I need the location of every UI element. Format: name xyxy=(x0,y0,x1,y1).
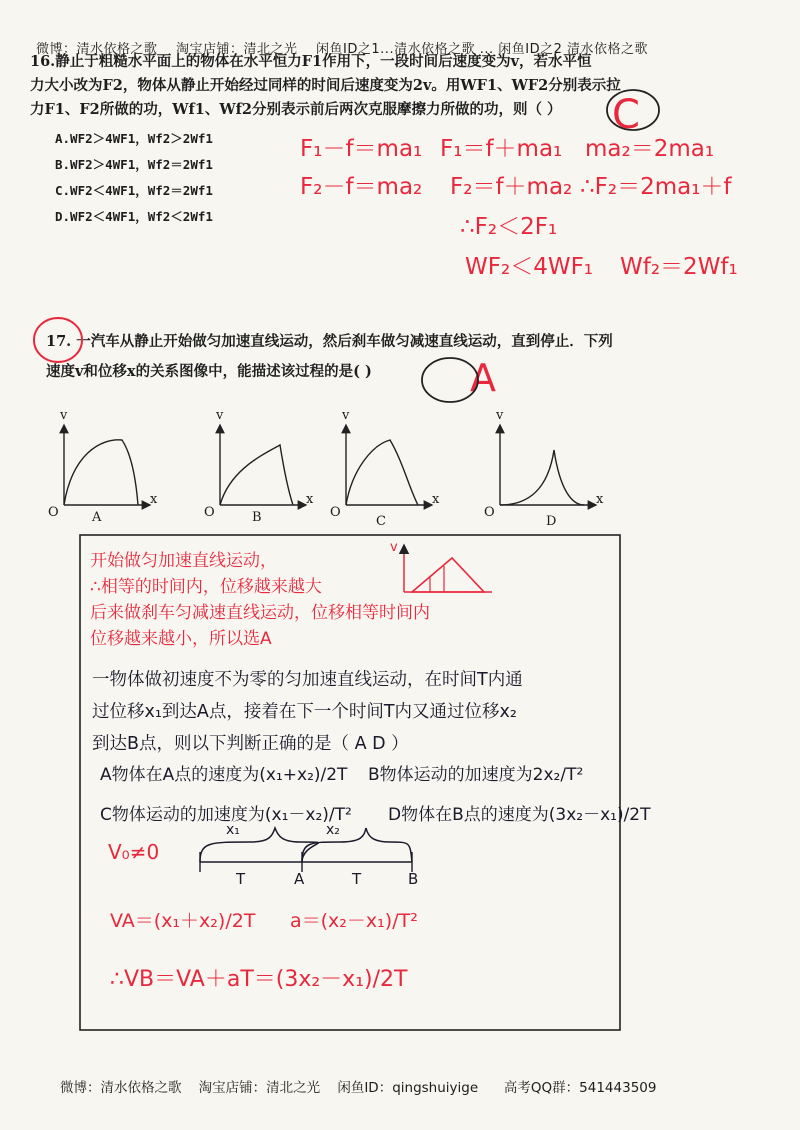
v0-note: V₀≠0 xyxy=(108,840,160,864)
graph-c xyxy=(346,425,432,505)
q16-line3: 力F1、F2所做的功，Wf1、Wf2分别表示前后两次克服摩擦力所做的功，则（ ） xyxy=(30,101,562,118)
q16-work-5: F₂＝f＋ma₂ xyxy=(450,174,573,200)
page-footer: 微博：清水依格之歌 淘宝店铺：清北之光 闲鱼ID：qingshuiyige 高考QQ群：541443509 xyxy=(60,1080,657,1096)
graph-d-v-label: v xyxy=(496,408,504,423)
q16-work-7: ∴F₂＜2F₁ xyxy=(460,214,558,240)
q16-answer: C xyxy=(612,92,640,138)
q16-work-1: F₁－f＝ma₁ xyxy=(300,136,423,162)
graph-c-x-label: x xyxy=(432,492,440,507)
q17-work xyxy=(90,548,430,652)
sol-a: a＝(x₂－x₁)/T² xyxy=(290,910,418,932)
q16-line2: 力大小改为F2，物体从静止开始经过同样的时间后速度变为2v。用WF1、WF2分别表示拉 xyxy=(30,77,621,94)
extra-option-a: A物体在A点的速度为(x₁+x₂)/2T xyxy=(100,765,348,785)
seg-pt-t1: T xyxy=(236,870,246,888)
extra-option-b: B物体运动的加速度为2x₂/T² xyxy=(368,765,584,785)
q16-work-4: F₂－f＝ma₂ xyxy=(300,174,423,200)
extra-problem xyxy=(92,664,523,760)
q16-work-6: ∴F₂＝2ma₁＋f xyxy=(580,174,732,200)
graph-b-x-label: x xyxy=(306,492,314,507)
q17-work-4: 位移越来越小，所以选A xyxy=(90,629,272,649)
q16-work-3: ma₂＝2ma₁ xyxy=(585,136,715,162)
q16-line1: 16.静止于粗糙水平面上的物体在水平恒力F1作用下，一段时间后速度变为v，若水平恒 xyxy=(30,53,592,70)
q16-option-b: B.WF2＞4WF1，Wf2＝2Wf1 xyxy=(55,157,213,172)
graph-d-origin: O xyxy=(484,505,495,520)
seg-label-x2: x₂ xyxy=(326,822,340,838)
q16-option-d: D.WF2＜4WF1，Wf2＜2Wf1 xyxy=(55,209,213,224)
q17-line1: 17. 一汽车从静止开始做匀加速直线运动，然后刹车做匀减速直线运动，直到停止．下列 xyxy=(46,333,613,350)
q16-work-8: WF₂＜4WF₁ xyxy=(465,254,594,280)
graph-a xyxy=(64,425,150,505)
graph-b-label: B xyxy=(252,510,262,525)
q17-work-1: 开始做匀加速直线运动， xyxy=(90,551,277,571)
extra-line1: 一物体做初速度不为零的匀加速直线运动，在时间T内通 xyxy=(92,670,523,690)
q16-work-9: Wf₂＝2Wf₁ xyxy=(620,254,738,280)
q16-option-c: C.WF2＜4WF1，Wf2＝2Wf1 xyxy=(55,183,213,198)
graph-d-label: D xyxy=(546,514,557,529)
sol-va: VA＝(x₁＋x₂)/2T xyxy=(110,910,256,932)
graph-d-x-label: x xyxy=(596,492,604,507)
graph-c-label: C xyxy=(376,514,386,529)
graph-a-label: A xyxy=(92,510,102,525)
graph-b-v-label: v xyxy=(216,408,224,423)
extra-line3: 到达B点，则以下判断正确的是（ A D ） xyxy=(92,734,409,754)
extra-line2: 过位移x₁到达A点，接着在下一个时间T内又通过位移x₂ xyxy=(92,702,517,722)
q17-answer: A xyxy=(470,356,496,400)
page-header: 微博：清水依格之歌 淘宝店铺：清北之光 闲鱼ID之1...清水依格之歌 ... 闲鱼ID之2 清水依格之歌 xyxy=(36,42,648,57)
graph-a-v-label: v xyxy=(60,408,68,423)
graph-c-v-label: v xyxy=(342,408,350,423)
graph-c-origin: O xyxy=(330,505,341,520)
graph-d xyxy=(500,425,596,505)
q17-work-3: 后来做刹车匀减速直线运动，位移相等时间内 xyxy=(90,603,430,623)
q17-line2: 速度v和位移x的关系图像中，能描述该过程的是( ) xyxy=(46,363,372,380)
mini-graph-v-label: v xyxy=(390,540,398,555)
extra-option-d: D物体在B点的速度为(3x₂－x₁)/2T xyxy=(388,805,651,825)
q16-work-2: F₁＝f＋ma₁ xyxy=(440,136,563,162)
seg-pt-t2: T xyxy=(352,870,362,888)
graph-b-origin: O xyxy=(204,505,215,520)
q17-work-2: ∴相等的时间内，位移越来越大 xyxy=(90,577,322,597)
seg-label-x1: x₁ xyxy=(226,822,240,838)
seg-pt-a: A xyxy=(294,870,305,888)
seg-pt-b: B xyxy=(408,870,419,888)
graph-b xyxy=(220,425,306,505)
q16-option-a: A.WF2＞4WF1，Wf2＞2Wf1 xyxy=(55,131,213,146)
graph-a-origin: O xyxy=(48,505,59,520)
sol-vb: ∴VB＝VA＋aT＝(3x₂－x₁)/2T xyxy=(110,967,408,992)
extra-option-c: C物体运动的加速度为(x₁－x₂)/T² xyxy=(100,805,352,825)
graph-a-x-label: x xyxy=(150,492,158,507)
